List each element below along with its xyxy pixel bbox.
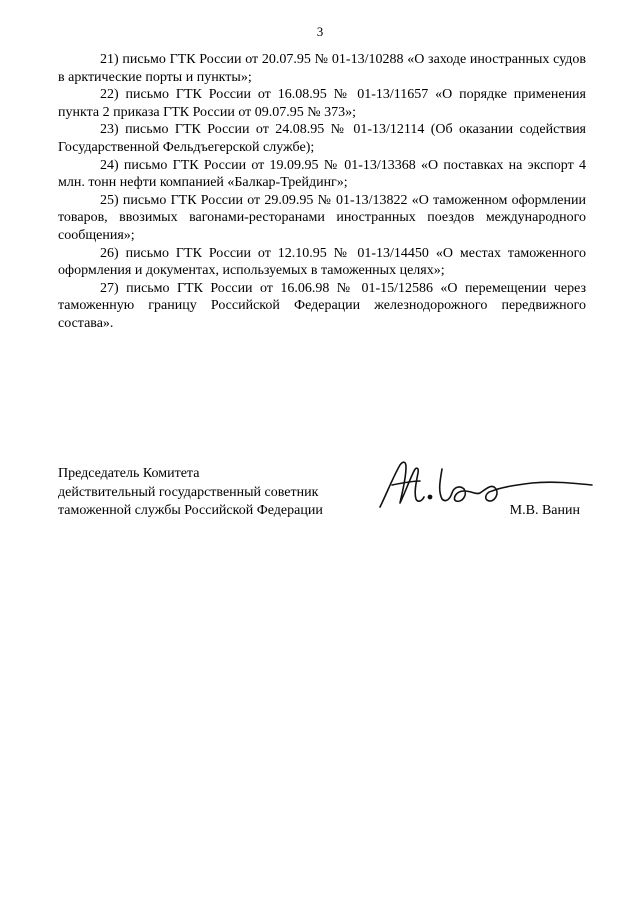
letters-list xyxy=(58,51,586,333)
signer-name: М.В. Ванин xyxy=(509,503,580,518)
list-item: 22) письмо ГТК России от 16.08.95 № 01-13/11657 «О порядке применения пункта 2 приказа ГТК России от 09.07.95 № 373»; xyxy=(58,87,586,120)
list-item: 26) письмо ГТК России от 12.10.95 № 01-13/14450 «О местах таможенного оформления и документах, используемых в таможенных целях»; xyxy=(58,245,586,279)
position-line: действительный государственный советник xyxy=(58,484,319,500)
position-line: таможенной службы Российской Федерации xyxy=(58,503,323,518)
position-line: Председатель Комитета xyxy=(58,466,200,481)
signature-block xyxy=(58,465,586,535)
list-item: 23) письмо ГТК России от 24.08.95 № 01-13/12114 (Об оказании содействия Государственной Фельдъегерской службе); xyxy=(58,122,586,155)
list-item: 27) письмо ГТК России от 16.06.98 № 01-15/12586 «О перемещении через таможенную границу Российской Федерации железнодорожного передвижного состава». xyxy=(58,280,586,331)
list-item: 21) письмо ГТК России от 20.07.95 № 01-13/10288 «О заходе иностранных судов в арктические порты и пункты»; xyxy=(58,52,586,85)
signatory-position xyxy=(58,465,323,521)
page-number: 3 xyxy=(316,24,324,39)
list-item: 25) письмо ГТК России от 29.09.95 № 01-13/13822 «О таможенном оформлении товаров, ввозимых вагонами-ресторанами иностранных поездов международного сообщения»; xyxy=(58,192,586,243)
list-item: 24) письмо ГТК России от 19.09.95 № 01-13/13368 «О поставках на экспорт 4 млн. тонн нефти компанией «Балкар-Трейдинг»; xyxy=(58,157,586,191)
